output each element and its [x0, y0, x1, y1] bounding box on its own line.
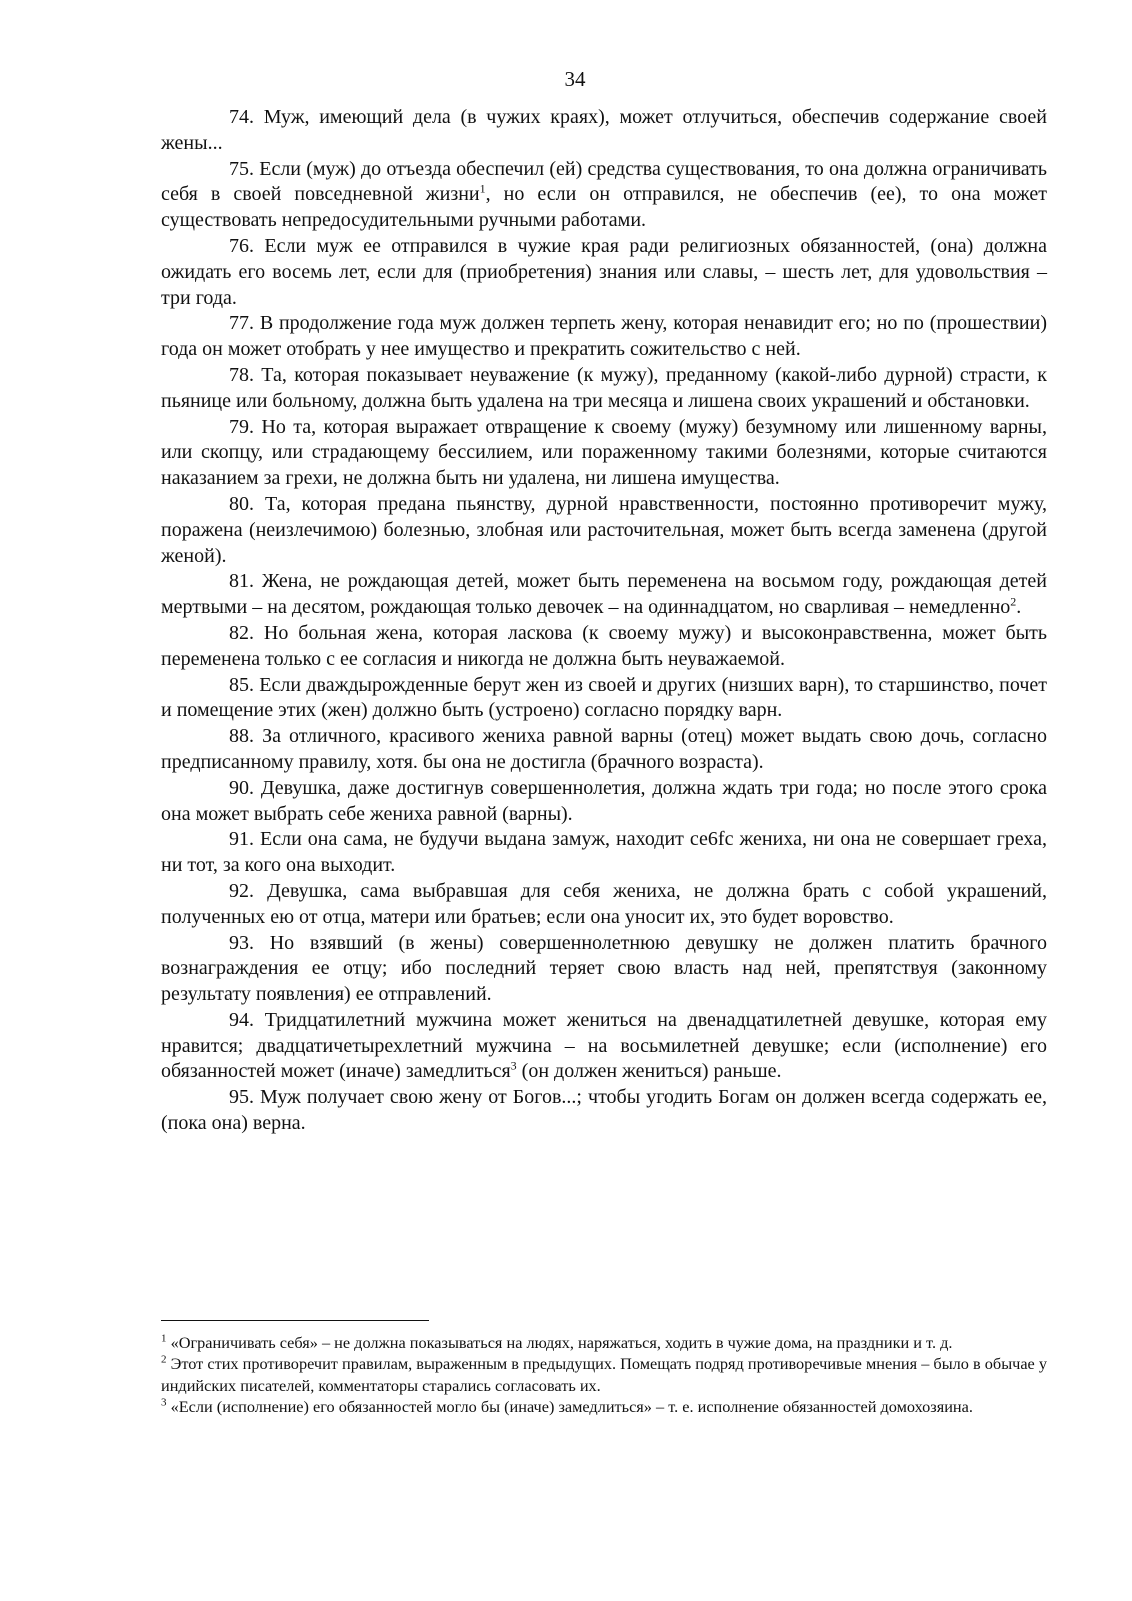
paragraph: 93. Но взявший (в жены) совершеннолетнюю девушку не должен платить брачного вознаграждения ее отцу; ибо последний теряет свою власть над ней, препятствуя (законному результату появления) ее отправлений.	[161, 931, 1047, 1006]
footnote: $^3$ «Если (исполнение) его обязанностей могло бы (иначе) замедлиться» – т. е. исполнение обязанностей домохозяина.	[161, 1396, 973, 1416]
footnote-mark: 2	[161, 1353, 167, 1366]
paragraph: 74. Муж, имеющий дела (в чужих краях), может отлучиться, обеспечив содержание своей жены...	[161, 106, 1047, 154]
footnote-ref[interactable]: 2	[1010, 594, 1017, 609]
footnote: $^2$ Этот стих противоречит правилам, выраженным в предыдущих. Помещать подряд противоречивые мнения – было в обычае у индийских писателей, комментаторы старались согласовать их.	[161, 1353, 1047, 1395]
paragraph: 77. В продолжение года муж должен терпеть жену, которая ненавидит его; но по (прошествии) года он может отобрать у нее имущество и прекратить сожительство с ней.	[161, 312, 1047, 361]
paragraph: 78. Та, которая показывает неуважение (к мужу), преданному (какой-либо дурной) страсти, к пьянице или больному, должна быть удалена на три месяца и лишена своих украшений и обстановки.	[161, 363, 1047, 412]
footnote-ref[interactable]: 1	[479, 181, 486, 196]
paragraph: 88. За отличного, красивого жениха равной варны (отец) может выдать свою дочь, согласно предписанному правилу, хотя. бы она не достигла (брачного возраста).	[161, 725, 1047, 773]
footnote-mark: 3	[161, 1396, 167, 1409]
footnote-mark: 1	[161, 1332, 167, 1345]
paragraph: 90. Девушка, даже достигнув совершеннолетия, должна ждать три года; но после этого срока она может выбрать себе жениха равной (варны).	[161, 776, 1047, 825]
footnote: $^1$ «Ограничивать себя» – не должна показываться на людях, наряжаться, ходить в чужие дома, на праздники и т. д.	[161, 1332, 953, 1352]
paragraph: 95. Муж получает свою жену от Богов...; чтобы угодить Богам он должен всегда содержать ее, (пока она) верна.	[161, 1086, 1047, 1135]
paragraph: 76. Если муж ее отправился в чужие края ради религиозных обязанностей, (она) должна ожидать его восемь лет, если для (приобретения) знания или славы, – шесть лет, для удовольствия – три года.	[161, 234, 1047, 309]
paragraph: 85. Если дваждырожденные берут жен из своей и других (низших варн), то старшинство, почет и помещение этих (жен) должно быть (устроено) согласно порядку варн.	[161, 673, 1047, 722]
body-text	[161, 105, 1047, 1137]
page-number: 34	[564, 67, 586, 91]
footnote-ref[interactable]: 3	[510, 1058, 517, 1073]
paragraph: 75. Если (муж) до отъезда обеспечил (ей) средства существования, то она должна ограничивать себя в своей повседневной жизни$^1$, но если он отправился, не обеспечив (ее), то она может существовать непредосудительными ручными работами.	[161, 157, 1048, 232]
footnotes	[161, 1332, 1047, 1417]
footnote-separator	[161, 1320, 429, 1321]
paragraph: 94. Тридцатилетний мужчина может жениться на двенадцатилетней девушке, которая ему нравится; двадцатичетырехлетний мужчина – на восьмилетней девушке; если (исполнение) его обязанностей может (иначе) замедлиться$^3$ (он должен жениться) раньше.	[161, 1008, 1047, 1083]
paragraph: 81. Жена, не рождающая детей, может быть переменена на восьмом году, рождающая детей мертвыми – на десятом, рождающая только девочек – на одиннадцатом, но сварливая – немедленно$^2$.	[161, 570, 1047, 619]
paragraph: 82. Но больная жена, которая ласкова (к своему мужу) и высоконравственна, может быть переменена только с ее согласия и никогда не должна быть неуважаемой.	[161, 621, 1047, 670]
paragraph: 79. Но та, которая выражает отвращение к своему (мужу) безумному или лишенному варны, или скопцу, или страдающему бессилием, или пораженному такими болезнями, которые считаются наказанием за грехи, не должна быть ни удалена, ни лишена имущества.	[161, 415, 1047, 490]
paragraph: 91. Если она сама, не будучи выдана замуж, находит се6fс жениха, ни она не совершает греха, ни тот, за кого она выходит.	[161, 828, 1047, 877]
paragraph: 92. Девушка, сама выбравшая для себя жениха, не должна брать с собой украшений, полученных ею от отца, матери или братьев; если она уносит их, это будет воровство.	[161, 879, 1047, 928]
paragraph: 80. Та, которая предана пьянству, дурной нравственности, постоянно противоречит мужу, поражена (неизлечимою) болезнью, злобная или расточительная, может быть всегда заменена (другой женой).	[161, 492, 1047, 567]
